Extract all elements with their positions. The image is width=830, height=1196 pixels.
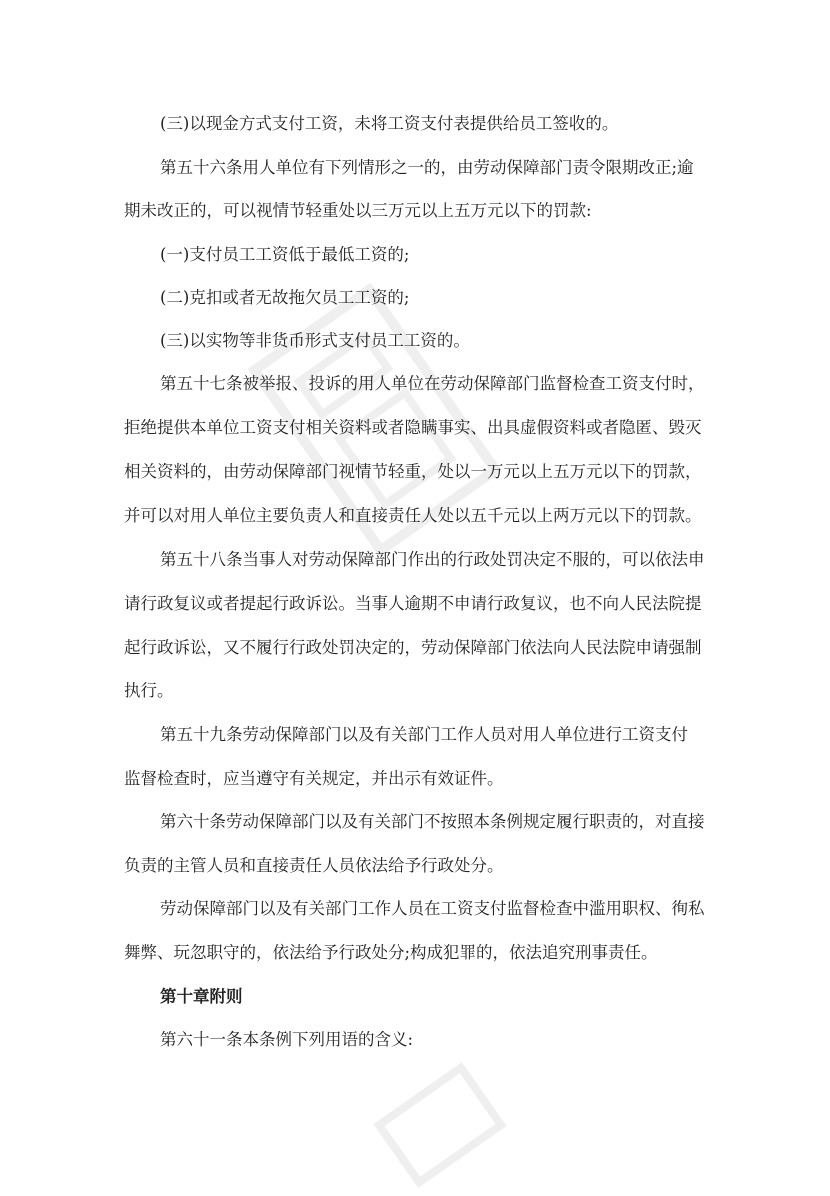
text-line: 舞弊、玩忽职守的，依法给予行政处分;构成犯罪的，依法追究刑事责任。 [124,943,658,962]
text-line: (三)以实物等非货币形式支付员工工资的。 [160,331,470,350]
text-line: (一)支付员工工资低于最低工资的; [160,245,410,264]
text-line: 第六十一条本条例下列用语的含义: [160,1030,414,1049]
text-line: 监督检查时，应当遵守有关规定，并出示有效证件。 [124,769,504,788]
chapter-heading: 第十章附则 [160,987,243,1006]
text-line: 相关资料的，由劳动保障部门视情节轻重，处以一万元以上五万元以下的罚款， [124,462,702,481]
text-line: 拒绝提供本单位工资支付相关资料或者隐瞒事实、出具虚假资料或者隐匿、毁灭 [124,418,702,437]
text-line: 第五十六条用人单位有下列情形之一的，由劳动保障部门责令限期改正;逾 [160,158,694,177]
text-line: 第五十九条劳动保障部门以及有关部门工作人员对用人单位进行工资支付 [160,725,688,744]
text-line: 负责的主管人员和直接责任人员依法给予行政处分。 [124,856,504,875]
text-line: 请行政复议或者提起行政诉讼。当事人逾期不申请行政复议，也不向人民法院提 [124,594,702,613]
text-line: 劳动保障部门以及有关部门工作人员在工资支付监督检查中滥用职权、徇私 [160,899,705,918]
text-line: 并可以对用人单位主要负责人和直接责任人处以五千元以上两万元以下的罚款。 [124,506,702,525]
text-line: (二)克扣或者无故拖欠员工工资的; [160,288,410,307]
text-line: 起行政诉讼，又不履行行政处罚决定的，劳动保障部门依法向人民法院申请强制 [124,638,702,657]
text-line: 第五十八条当事人对劳动保障部门作出的行政处罚决定不服的，可以依法申 [160,550,705,569]
text-line: 第五十七条被举报、投诉的用人单位在劳动保障部门监督检查工资支付时， [160,374,705,393]
text-line: 执行。 [124,681,174,700]
text-line: 期未改正的，可以视情节轻重处以三万元以上五万元以下的罚款: [124,201,592,220]
text-line: (三)以现金方式支付工资，未将工资支付表提供给员工签收的。 [160,114,619,133]
text-line: 第六十条劳动保障部门以及有关部门不按照本条例规定履行职责的，对直接 [160,812,705,831]
